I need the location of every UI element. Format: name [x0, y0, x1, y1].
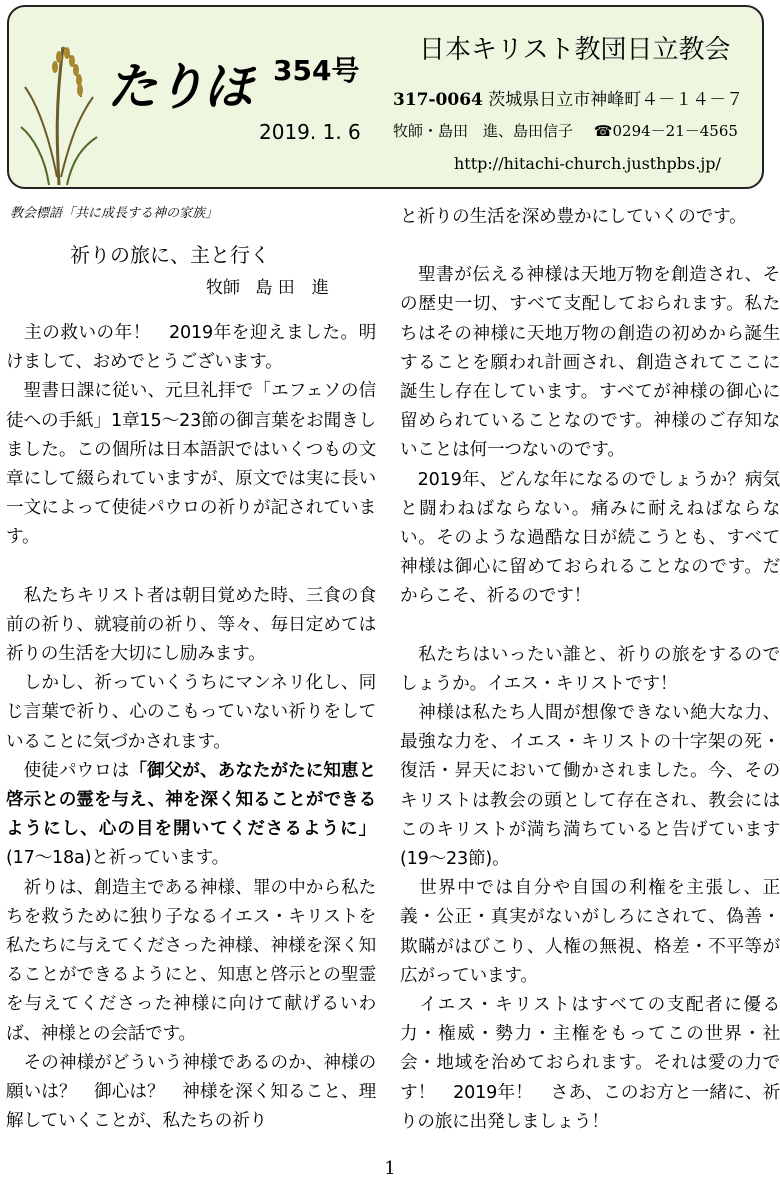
paragraph: 神様は私たち人間が想像できない絶大な力、最強な力を、イエス・キリストの十字架の死・復活・昇天において働かされました。今、そのキリストは教会の頭として存在され、教会にはこのキリストが満ち満ちていると告げています(19～23節)。	[400, 703, 780, 870]
postal-code: 317-0064	[393, 90, 483, 110]
paragraph: と祈りの生活を深め豊かにしていくのです。	[400, 207, 747, 227]
article-author	[206, 275, 376, 301]
quote-intro: 使徒パウロは	[6, 760, 130, 781]
issue-number: 354号	[273, 54, 360, 87]
left-column	[6, 203, 376, 1136]
paragraph: イエス・キリストはすべての支配者に優る力・権威・勢力・主権をもってこの世界・社会・地域を治めておられます。それは愛の力です！ 2019年！ さあ、このお方と一緒に、祈りの旅に出発しましょう！	[400, 995, 780, 1132]
author-role: 牧師	[206, 278, 240, 298]
scripture-quote: 「御父が、あなたがたに知恵と啓示との霊を与え、神を深く知ることができるようにし、心の目を開いてくださるように」	[6, 760, 377, 840]
newsletter-header	[7, 5, 764, 189]
telephone-number: 0294－21－4565	[612, 122, 738, 140]
paragraph: 2019年、どんな年になるのでしょうか？病気と闘わねばならない。痛みに耐えねばならない。そのような過酷な日が続こうとも、すべて神様は御心に留めておられることなのです。だからこそ、祈るのです！	[400, 469, 780, 607]
right-column	[400, 203, 780, 1137]
paragraph: 主の救いの年！ 2019年を迎えました。明けまして、おめでとうございます。	[6, 323, 376, 373]
telephone-icon: ☎	[593, 122, 613, 140]
quote-reference: (17～18a)と祈っています。	[6, 848, 230, 869]
paragraph: しかし、祈っていくうちにマンネリ化し、同じ言葉で祈り、心のこもっていない祈りをしていることに気づかされます。	[6, 673, 376, 752]
pastors-contact	[393, 120, 738, 142]
paragraph: その神様がどういう神様であるのか、神様の願いは？ 御心は？ 神様を深く知ること、理解していくことが、私たちの祈り	[6, 1052, 376, 1132]
paragraph: 聖書が伝える神様は天地万物を創造され、その歴史一切、すべて支配しておられます。私たちはその神様に天地万物の創造の初めから誕生することを願われ計画され、創造されてここに誕生し存在しています。すべてが神様の御心に留められていることなのです。神様のご存知ないことは何一つないのです。	[400, 265, 780, 461]
church-url[interactable]: http://hitachi-church.justhpbs.jp/	[454, 154, 721, 173]
paragraph: 世界中では自分や自国の利権を主張し、正義・公正・真実がないがしろにされて、偽善・欺瞞がはびこり、人権の無視、格差・不平等が広がっています。	[400, 878, 780, 986]
paragraph-gap	[400, 232, 780, 261]
rice-plant-icon	[19, 27, 99, 187]
paragraph: 私たちはいったい誰と、祈りの旅をするのでしょうか。イエス・キリストです！	[400, 644, 780, 694]
paragraph: 聖書日課に従い、元旦礼拝で「エフェソの信徒への手紙」1章15～23節の御言葉をお聞きしました。この個所は日本語訳ではいくつもの文章にして綴られていますが、原文では実に長い一文によって使徒パウロの祈りが記されています。	[6, 381, 376, 548]
address-text: 茨城県日立市神峰町４－１４－７	[488, 90, 744, 110]
paragraph: 私たちキリスト者は朝目覚めた時、三食の食前の祈り、就寝前の祈り、等々、毎日定めては祈りの生活を大切にし励みます。	[6, 585, 376, 665]
church-address	[393, 89, 743, 111]
paragraph-gap	[400, 612, 780, 641]
issue-date: 2019. 1. 6	[259, 120, 361, 144]
pastor-names: 牧師・島田 進、島田信子	[393, 122, 574, 140]
article-title: 祈りの旅に、主と行く	[70, 243, 270, 267]
page-number: 1	[384, 1158, 396, 1179]
paragraph-gap	[6, 553, 376, 582]
newsletter-title: たりほ	[107, 58, 251, 116]
author-name: 島 田 進	[255, 278, 329, 298]
quote-paragraph	[6, 757, 376, 874]
paragraph: 祈りは、創造主である神様、罪の中から私たちを救うために独り子なるイエス・キリストを私たちに与えてくださった神様、神様を深く知ることができるようにと、知恵と啓示との聖霊を与えてくださった神様に向けて献げるいわば、神様との会話です。	[6, 877, 376, 1044]
church-motto: 教会標語「共に成長する神の家族」	[10, 206, 219, 221]
church-name: 日本キリスト教団日立教会	[419, 35, 731, 65]
